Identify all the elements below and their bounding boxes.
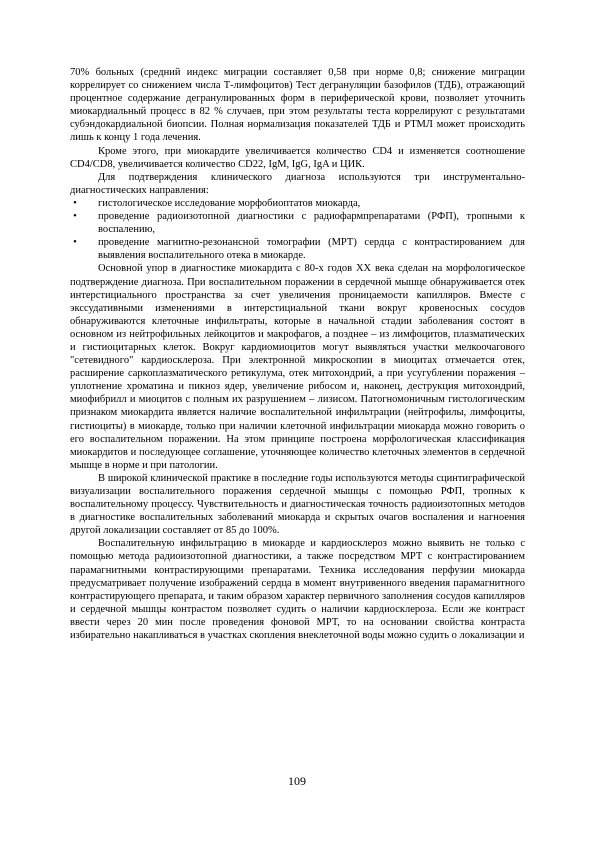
- paragraph-2: Кроме этого, при миокардите увеличивается количество CD4 и изменяется соотношение CD4/CD8, увеличивается количество CD22, IgM, IgG, IgA и ЦИК.: [70, 145, 525, 170]
- list-item: [70, 210, 525, 236]
- list-item-text: гистологическое исследование морфобиоптатов миокарда,: [98, 197, 361, 209]
- bullet-icon: •: [73, 211, 77, 223]
- page-body: [70, 66, 525, 642]
- paragraph-3: Для подтверждения клинического диагноза используются три инструментально-диагностических направления:: [70, 171, 525, 196]
- list-item-text: проведение радиоизотопной диагностики с радиофармпрепаратами (РФП), тропными к воспалению,: [98, 211, 525, 236]
- bullet-list: [70, 197, 525, 262]
- paragraph-6: Воспалительную инфильтрацию в миокарде и кардиосклероз можно выявить не только с помощью метода радиоизотопной диагностики, а также посредством МРТ с контрастированием парамагнитными контрастирующими препаратами. Техника исследования перфузии миокарда предусматривает получение изображений сердца в момент внутривенного введения парамагнитного контрастирующего препарата, и таким образом характер первичного заполнения сосудов капилляров и сердечной мышцы контрастом позволяет судить о наличии кардиосклероза. Если же контраст ввести через 20 мин после проведения фоновой МРТ, то на основании свойства контраста избирательно накапливаться в участках скопления внеклеточной воды можно судить о локализации и: [70, 538, 525, 642]
- paragraph-1: 70% больных (средний индекс миграции составляет 0,58 при норме 0,8; снижение миграции коррелирует со снижением числа Т-лимфоцитов) Тест дегрануляции базофилов (ТДБ), отражающий процентное содержание дегранулированных форм в периферической крови, позволяет уточнить миокардиальный процесс в 82 % случаев, при этом результаты теста коррелируют с результатами субэндокардиальной биопсии. Полная нормализация показателей ТДБ и РТМЛ может происходить лишь к концу 1 года лечения.: [70, 67, 525, 144]
- bullet-icon: •: [73, 237, 77, 249]
- list-item: [70, 236, 525, 262]
- paragraph-4: Основной упор в диагностике миокардита с 80-х годов XX века сделан на морфологическое подтверждение диагноза. При воспалительном поражении в сердечной мышце обнаруживается отек интерстициального пространства за счет увеличения проницаемости капилляров. Вместе с экссудативными изменениями в интерстициальной ткани вокруг кровеносных сосудов обнаруживаются клеточные инфильтраты, которые в начальной стадии заболевания состоят в основном из нейтрофильных лейкоцитов и макрофагов, а позднее – из лимфоцитов, плазматических и гистиоцитарных клеток. Вокруг кардиомиоцитов могут выявляться участки мелкоочагового "сетевидного" кардиосклероза. При электронной микроскопии в миоцитах отмечается отек, расширение саркоплазматического ретикулума, отек митохондрий, а при усугублении поражения – уплотнение хроматина и пикноз ядер, увеличение рибосом и, наконец, деструкция митохондрий, миофибрилл и миоцитов с полным их разрушением – лизисом. Патогномоничным гистологическим признаком миокардита является наличие воспалительной инфильтрации (нейтрофилы, лимфоциты, гистиоциты) в миокарде, только при наличии клеточной инфильтрации миокарда можно говорить о его воспалительном поражении. На этом принципе построена морфологическая классификация миокардитов и последующее соглашение, уточняющее количество клеточных элементов в сердечной мышце в норме и при патологии.: [70, 263, 525, 471]
- bullet-icon: •: [73, 197, 77, 209]
- list-item: [70, 197, 525, 210]
- page-number: 109: [288, 774, 306, 788]
- list-item-text: проведение магнитно-резонансной томографии (МРТ) сердца с контрастированием для выявления воспалительного отека в миокарде.: [98, 237, 525, 262]
- paragraph-5: В широкой клинической практике в последние годы используются методы сцинтиграфической визуализации воспалительного поражения сердечной мышцы с помощью РФП, тропных к воспалительному процессу. Чувствительность и диагностическая точность радиоизотопных методов в диагностике воспалительных заболеваний миокарда и скрытых очагов воспаления и нагноения другой локализации составляет от 85 до 100%.: [70, 472, 525, 537]
